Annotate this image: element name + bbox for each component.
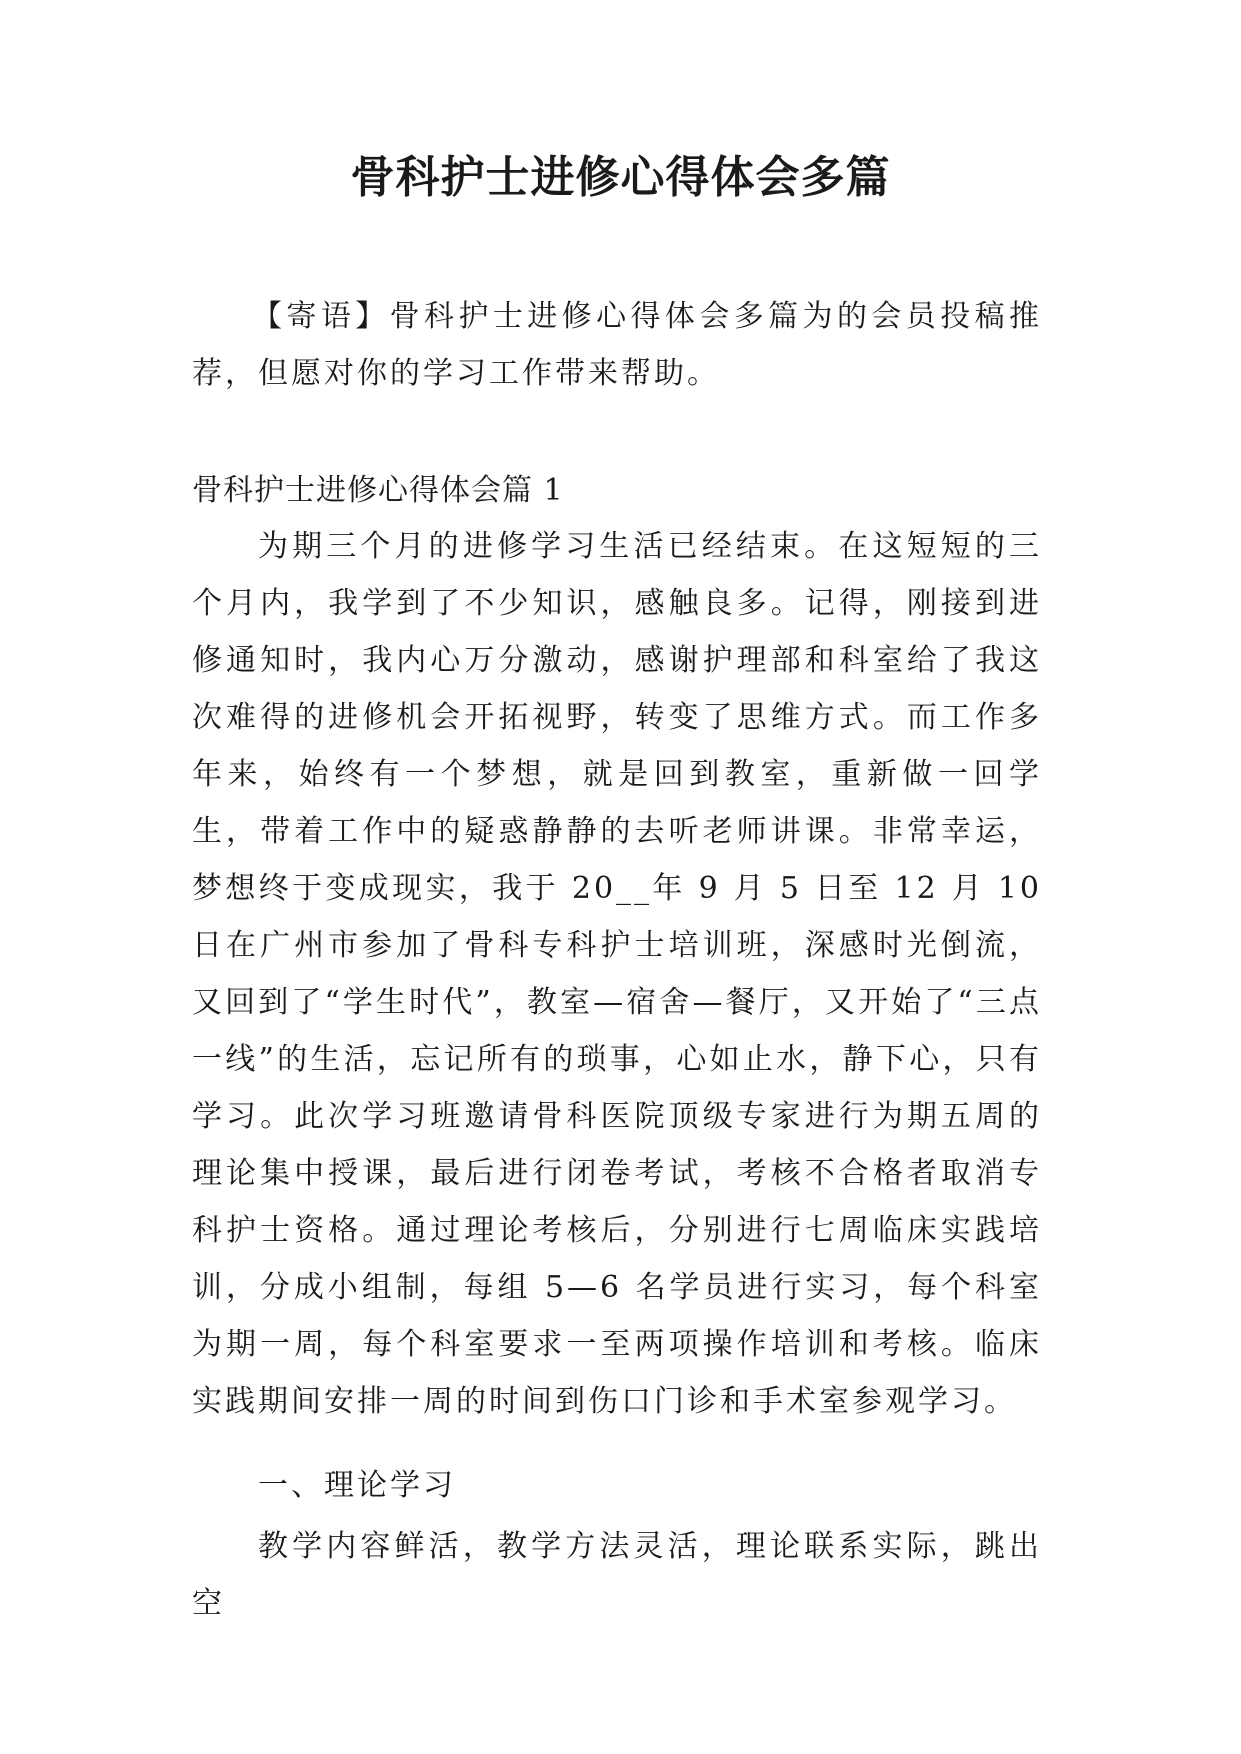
body-paragraph-continued: 教学内容鲜活，教学方法灵活，理论联系实际，跳出空	[192, 1529, 1042, 1621]
body-paragraph: 为期三个月的进修学习生活已经结束。在这短短的三个月内，我学到了不少知识，感触良多。记得，刚接到进修通知时，我内心万分激动，感谢护理部和科室给了我这次难得的进修机会开拓视野，转变了思维方式。而工作多年来，始终有一个梦想，就是回到教室，重新做一回学生，带着工作中的疑惑静静的去听老师讲课。非常幸运，梦想终于变成现实，我于 20__年 9 月 5 日至 12 月 10 日在广州市参加了骨科专科护士培训班，深感时光倒流，又回到了“学生时代”，教室—宿舍—餐厅，又开始了“三点一线”的生活，忘记所有的琐事，心如止水，静下心，只有学习。此次学习班邀请骨科医院顶级专家进行为期五周的理论集中授课，最后进行闭卷考试，考核不合格者取消专科护士资格。通过理论考核后，分别进行七周临床实践培训，分成小组制，每组 5—6 名学员进行实习，每个科室为期一周，每个科室要求一至两项操作培训和考核。临床实践期间安排一周的时间到伤口门诊和手术室参观学习。	[192, 529, 1042, 1419]
sub-heading: 一、理论学习	[258, 1468, 456, 1503]
document-title: 骨科护士进修心得体会多篇	[350, 152, 891, 203]
intro-paragraph: 【寄语】骨科护士进修心得体会多篇为的会员投稿推荐，但愿对你的学习工作带来帮助。	[192, 299, 1042, 391]
section-heading: 骨科护士进修心得体会篇 1	[192, 473, 564, 508]
